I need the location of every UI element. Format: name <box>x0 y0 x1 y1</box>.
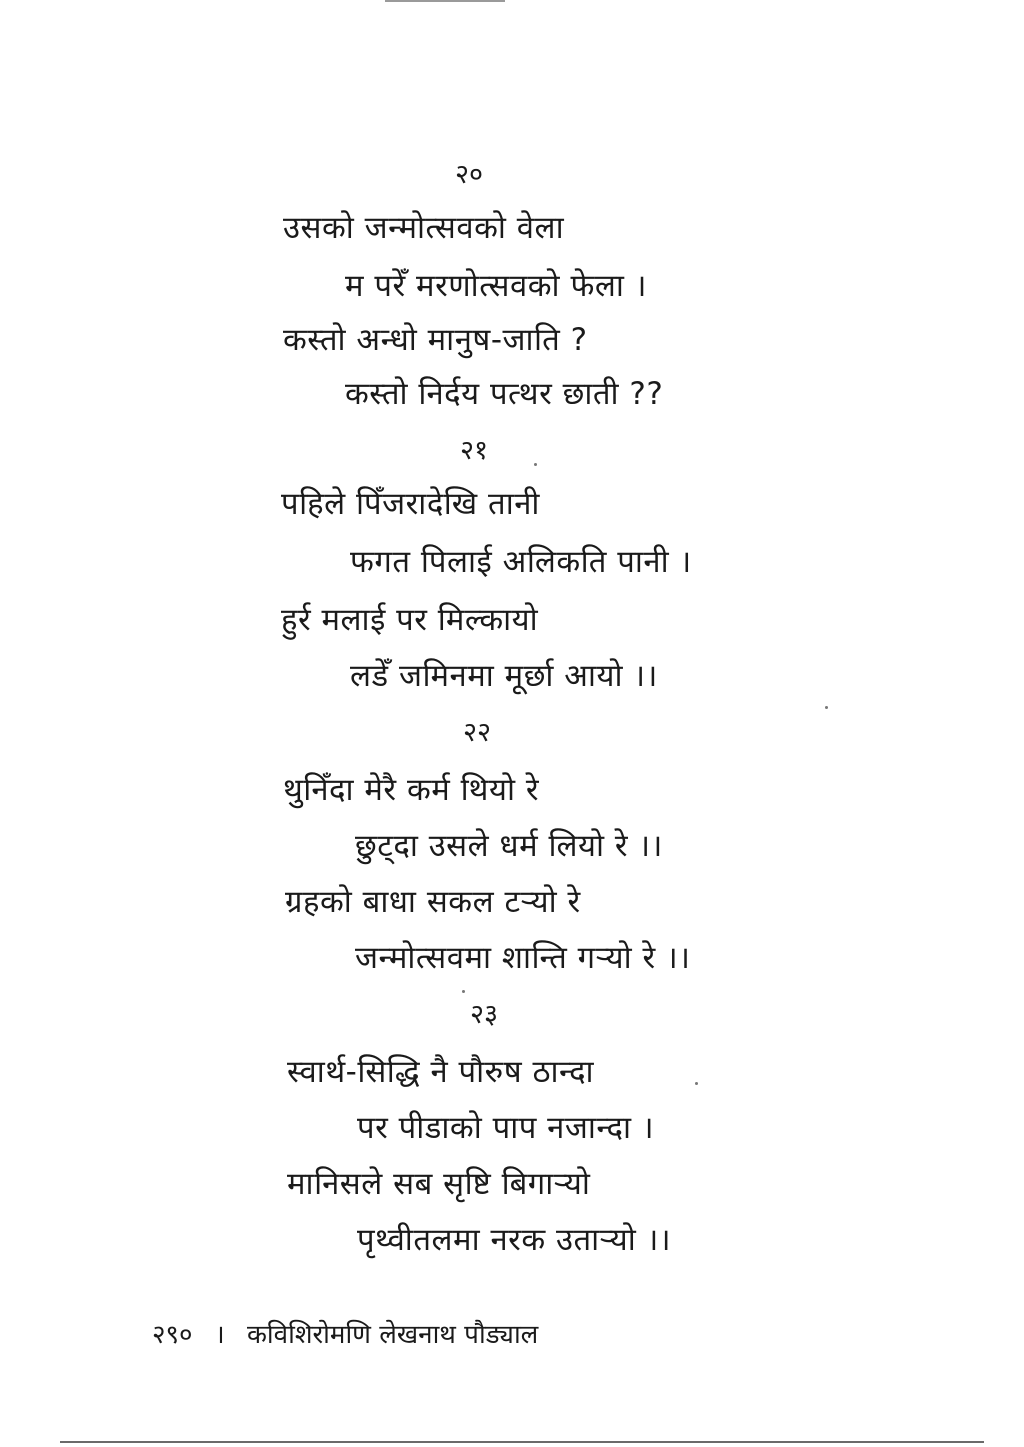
stanza-number: २० <box>455 159 484 190</box>
stanza-number: २३ <box>470 999 499 1030</box>
page-footer <box>152 1318 552 1352</box>
verse-line: थुनिँदा मेरै कर्म थियो रे <box>283 772 540 808</box>
verse-line: म परेँ मरणोत्सवको फेला । <box>345 268 647 304</box>
verse-line: पर पीडाको पाप नजान्दा । <box>357 1110 655 1146</box>
verse-line: जन्मोत्सवमा शान्ति गर्‍यो रे ।। <box>355 940 691 976</box>
verse-line: ग्रहको बाधा सकल टर्‍यो रे <box>285 884 581 920</box>
bottom-rule <box>60 1441 984 1443</box>
verse-line: स्वार्थ-सिद्धि नै पौरुष ठान्दा <box>287 1054 595 1090</box>
verse-line: मानिसले सब सृष्टि बिगार्‍यो <box>287 1166 591 1202</box>
scan-speck <box>825 706 828 709</box>
verse-line: लडेँ जमिनमा मूर्छा आयो ।। <box>350 658 658 694</box>
stanza-number: २१ <box>460 435 489 466</box>
book-title: कविशिरोमणि लेखनाथ पौड्याल <box>246 1320 539 1350</box>
footer-separator: । <box>214 1320 225 1350</box>
verse-line: कस्तो अन्धो मानुष-जाति ? <box>283 322 588 358</box>
top-rule <box>385 0 505 2</box>
verse-line: हुर्र मलाई पर मिल्कायो <box>281 602 539 638</box>
verse-line: पृथ्वीतलमा नरक उतार्‍यो ।। <box>357 1222 672 1258</box>
scan-speck <box>695 1082 698 1085</box>
verse-line: छुट्दा उसले धर्म लियो रे ।। <box>355 828 663 864</box>
scan-speck <box>534 463 537 466</box>
verse-line: उसको जन्मोत्सवको वेला <box>283 210 565 246</box>
page-number: २९० <box>152 1320 193 1350</box>
scan-speck <box>462 990 465 993</box>
verse-line: कस्तो निर्दय पत्थर छाती ?? <box>345 376 664 412</box>
verse-line: पहिले पिँजरादेखि तानी <box>281 486 540 522</box>
stanza-number: २२ <box>463 717 492 748</box>
verse-line: फगत पिलाई अलिकति पानी । <box>350 544 692 580</box>
